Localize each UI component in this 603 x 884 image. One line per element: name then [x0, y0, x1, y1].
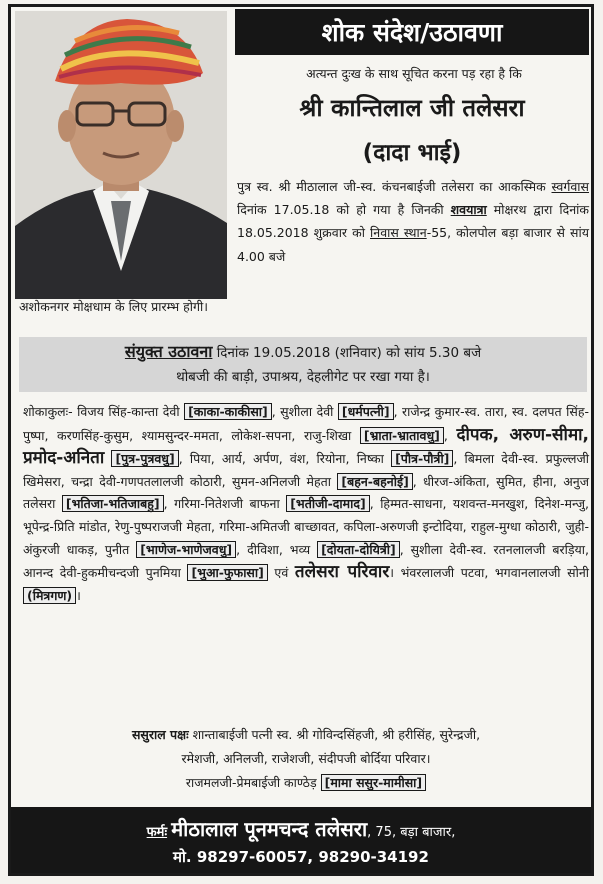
deceased-nickname: (दादा भाई): [362, 140, 462, 166]
uthavna-venue: थोबजी की बाड़ी, उपाश्रय, देहलीगेट पर रखा गया है।: [176, 369, 430, 385]
shokakul-t4: ,: [443, 427, 457, 443]
residence-label: निवास स्थान: [370, 225, 427, 241]
shokakul-k10: [दोयता-दोयित्री]: [317, 541, 400, 558]
shokakul-t1: शोकाकुलः- विजय सिंह-कान्ता देवी: [23, 404, 185, 419]
sasural-relation: [मामा ससुर-मामीसा]: [321, 774, 427, 791]
sasural-line1: शान्ताबाईजी पत्नी स्व. श्री गोविन्दसिंहजी, श्री हरीसिंह, सुरेन्द्रजी,: [188, 727, 481, 742]
portrait-photo: [15, 11, 227, 299]
shokakul-k6: [बहन-बहनोई]: [337, 473, 412, 490]
shokakul-t12: , सुशीला देवी-स्व. रतनलालजी बरड़िया, आनन्द देवी-हुकमीचन्दजी पुनमिया: [23, 541, 589, 581]
shokakul-t8: , धीरज-अंकिता, सुमित, हीना, अनुज तलेसरा: [23, 473, 589, 512]
shokakul-k4: [पुत्र-पुत्रवधु]: [111, 450, 178, 467]
shokakul-k2: [धर्मपत्नी]: [338, 403, 394, 420]
swargwas-word: स्वर्गवास: [551, 179, 589, 194]
shokakul-t2: , सुशीला देवी: [271, 404, 338, 419]
funeral-details: [237, 175, 589, 268]
shokakul-t7: , बिमला देवी-स्व. प्रफुल्लजी खिमेसरा, चन्द्रा देवी-गणपतलालजी कोठारी, सुमन-अनिलजी मेहता: [23, 451, 589, 489]
shokakul-t10: , हिम्मत-साधना, यशवन्त-मनखुश, दिनेश-मन्जु, भूपेन्द्र-प्रिति मांडोत, रेणु-पुष्पराजजी मेहता, गरिमा-अमितजी बाच्छावत, कपिला-अरुणजी इन्टोदिया, राहुल-मुग्धा कोठारी, जुही-अंकुरजी धाकड़, पुनीत: [23, 496, 589, 557]
shokakul-t14: । भंवरलालजी पटवा, भगवानलालजी सोनी: [389, 565, 589, 581]
details-p1d: -55, कोलपोल बड़ा बाजार से सांय 4.00 बजे: [237, 225, 589, 264]
family-name: तलेसरा परिवार: [294, 562, 390, 583]
deceased-name: श्री कान्तिलाल जी तलेसरा: [299, 94, 525, 122]
sons-names: दीपक, अरुण-सीमा, प्रमोद-अनिता: [23, 424, 589, 469]
shavyatra-word: शवयात्रा: [450, 202, 487, 218]
shokakul-t15: ।: [76, 587, 81, 603]
sasural-line3: राजमलजी-प्रेमबाईजी काण्ठेड़: [185, 775, 321, 790]
firm-footer: [11, 807, 591, 873]
shokakul-t11: , दीविशा, भव्य: [236, 541, 318, 557]
shokakul-k3: [भ्राता-भ्रातावधु]: [360, 427, 444, 444]
shokakul-t13: एवं: [267, 565, 295, 581]
phone-numbers: मो. 98297-60057, 98290-34192: [173, 848, 429, 866]
shokakul-k8: [भतीजी-दामाद]: [286, 495, 370, 512]
funeral-details-end: अशोकनगर मोक्षधाम के लिए प्रारम्भ होगी।: [19, 299, 209, 314]
shokakul-k9: [भाणेज-भाणेजवधु]: [136, 541, 236, 558]
shokakul-k5: [पौत्र-पौत्री]: [391, 450, 453, 467]
shokakul-k12: (मित्रगण): [23, 587, 76, 604]
shokakul-t3: , राजेन्द्र कुमार-स्व. तारा, स्व. दलपत सिंह-पुष्पा, करणसिंह-कुसुम, श्यामसुन्दर-ममता, लोकेश-सपना, राजु-शिखा: [23, 404, 589, 443]
mourners-list: [23, 401, 589, 607]
shokakul-t9: , गरिमा-नितेशजी बाफना: [163, 496, 287, 512]
intro-line: अत्यन्त दुःख के साथ सूचित करना पड़ रहा है कि: [306, 66, 522, 81]
details-p1a: पुत्र स्व. श्री मीठालाल जी-स्व. कंचनबाईजी तलेसरा का आकस्मिक: [237, 179, 552, 194]
sasural-line2: रमेशजी, अनिलजी, राजेशजी, संदीपजी बोर्दिया परिवार।: [181, 751, 431, 766]
shokakul-k1: [काका-काकीसा]: [184, 403, 272, 420]
firm-label: फर्मः: [146, 825, 168, 840]
uthavna-label: संयुक्त उठावना: [124, 342, 213, 361]
shokakul-t6: , पिया, आर्य, अर्पण, वंश, रियोना, निष्का: [178, 451, 392, 467]
obituary-notice: [8, 4, 594, 876]
in-laws-label: ससुराल पक्षः: [131, 727, 189, 742]
uthavna-band: [19, 337, 587, 392]
firm-address: , 75, बड़ा बाजार,: [367, 825, 456, 840]
details-p1c: मोक्षरथ द्वारा दिनांक 18.05.2018 शुक्रवार को: [237, 202, 590, 241]
in-laws-section: [23, 723, 589, 795]
firm-name: मीठालाल पूनमचन्द तलेसरा: [171, 817, 368, 841]
shokakul-k11: [भुआ-फुफासा]: [187, 564, 267, 581]
details-p1b: दिनांक 17.05.18 को हो गया है जिनकी: [237, 202, 451, 218]
shokakul-k7: [भतिजा-भतिजाबहु]: [62, 495, 164, 512]
uthavna-line1: दिनांक 19.05.2018 (शनिवार) को सांय 5.30 बजे: [212, 345, 482, 361]
notice-title: शोक संदेश/उठावणा: [235, 9, 589, 55]
